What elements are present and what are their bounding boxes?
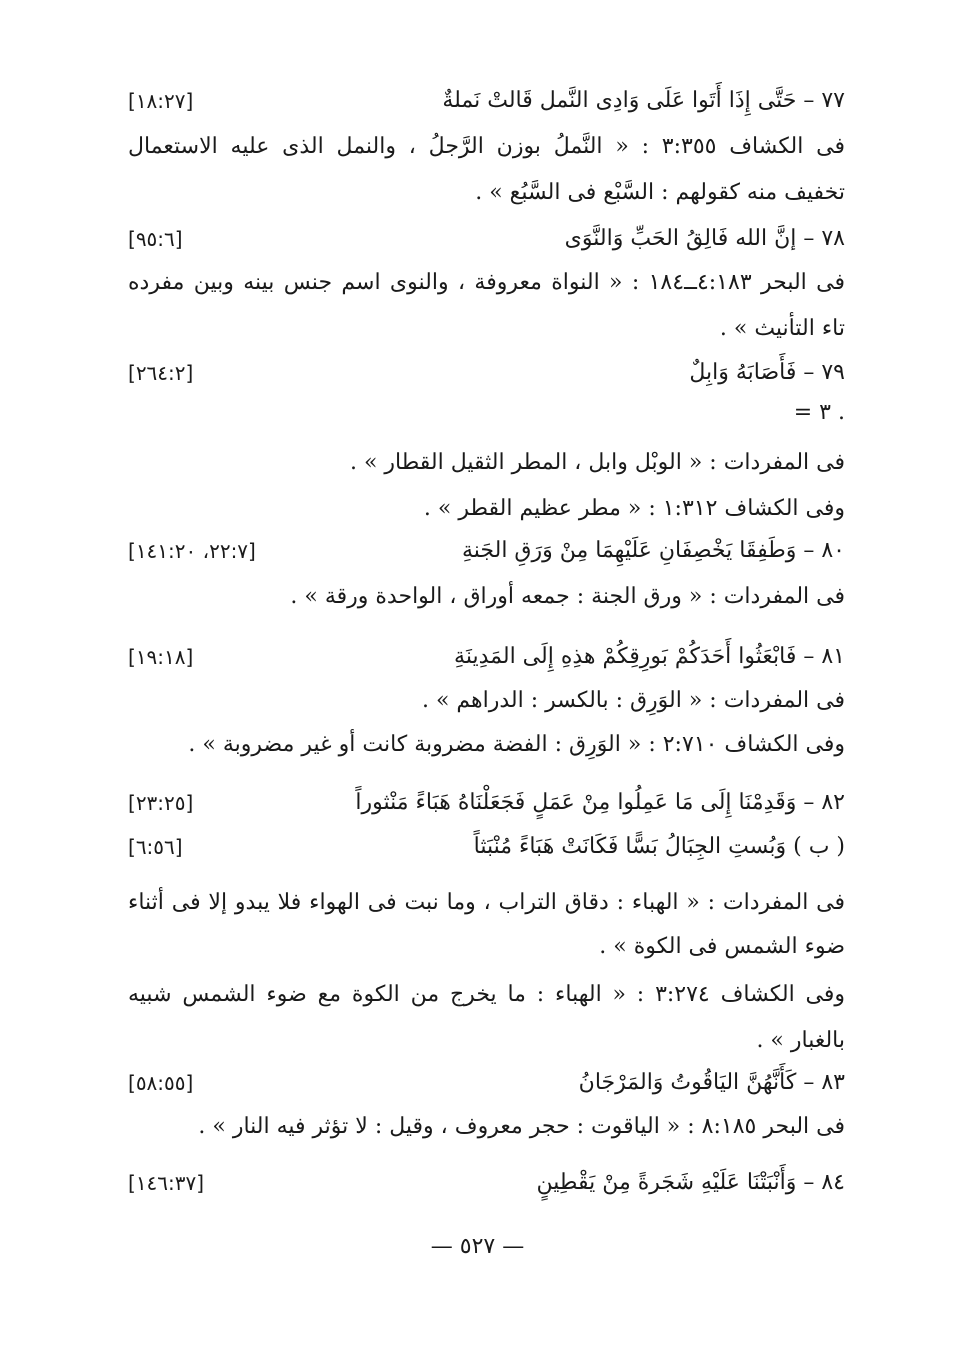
verse-reference: [٦:٥٦] — [128, 835, 183, 859]
note-line: وفى الكشاف ١:٣١٢ : « مطر عظيم القطر » . — [423, 496, 845, 521]
entry-number: ٨٣ — [821, 1070, 845, 1095]
note-line: تخفيف منه كقولهم : السَّبْع فى السَّبُع » . — [475, 180, 845, 205]
entry-83: ٨٣ – كَأَنَّهُنَّ اليَاقُوتُ وَالمَرْجَانُ [٥٨:٥٥] — [128, 1066, 845, 1100]
verse-text: فَأَصَابَهُ وَابِلٌ — [689, 360, 797, 385]
entry-number: ٨١ — [821, 644, 845, 669]
entry-81: ٨١ – فَابْعَثُوا أَحَدَكُمْ بَورِقِكُمْ هذِهِ إِلَى المَدِينَةِ [١٩:١٨] — [128, 640, 845, 674]
verse-text: كَأَنَّهُنَّ اليَاقُوتُ وَالمَرْجَانُ — [578, 1070, 797, 1095]
note-line: فى البحر ٨:١٨٥ : « الياقوت : حجر معروف ، وقيل : لا تؤثر فيه النار » . — [198, 1114, 845, 1139]
note-line: فى المفردات : « الهباء : دقاق التراب ، وما نبت فى الهواء فلا يبدو إلا فى أثناء — [128, 890, 845, 915]
verse-reference: [١٨:٢٧] — [128, 89, 194, 113]
entry-number: ٨٢ — [821, 790, 845, 815]
entry-number: ٧٩ — [821, 360, 845, 385]
entry-82b — [128, 830, 845, 864]
entry-78: ٧٨ – إنَّ الله فَالِقُ الحَبِّ وَالنَّوَى [٩٥:٦] — [128, 222, 845, 256]
entry-number: ٧٧ — [821, 88, 845, 113]
entry-79: ٧٩ – فَأَصَابَهُ وَابِلٌ [٢٦٤:٢] — [128, 356, 845, 390]
entry-82: ٨٢ – وَقَدِمْنَا إِلَى مَا عَمِلُوا مِنْ عَمَلٍ فَجَعَلْنَاهُ هَبَاءً مَنْثوراً [٢٣:٢٥] — [128, 786, 845, 820]
entry-80: ٨٠ – وَطَفِقَا يَخْصِفَانِ عَلَيْهِمَا مِنْ وَرَقِ الجَنةِ [٢٢:٧، ١٤١:٢٠] — [128, 534, 845, 568]
entry-number: ٨٠ — [821, 538, 845, 563]
entry-number: ٨٤ — [821, 1170, 845, 1195]
note-line: فى الكشاف ٣:٣٥٥ : « النَّملُ بوزن الرَّجلُ ، والنمل الذى عليه الاستعمال — [128, 134, 845, 159]
note-line: وفى الكشاف ٢:٧١٠ : « الوَرِق : الفضة مضروبة كانت أو غير مضروبة » . — [188, 732, 845, 757]
verse-reference: [٢٢:٧، ١٤١:٢٠] — [128, 539, 256, 563]
verse-reference: [٢٣:٢٥] — [128, 791, 194, 815]
page-number: — ٥٢٧ — — [430, 1234, 525, 1259]
verse-reference: [١٤٦:٣٧] — [128, 1171, 205, 1195]
note-line: فى المفردات : « الوبْل وابل ، المطر الثقيل القطار » . — [349, 450, 845, 475]
note-line: فى المفردات : « ورق الجنة : جمعه أوراق ، الواحدة ورقة » . — [290, 584, 845, 609]
verse-text: حَتَّى إِذَا أَتَوا عَلَى وَادِى النَّمل قَالتْ نَملةٌ — [442, 88, 797, 113]
verse-text: ( ب ) وَبُستِ الجِبَالُ بَسًّا فَكَانَتْ هَبَاءً مُنْبَثاً — [473, 834, 845, 859]
entry-84: ٨٤ – وَأَنْبَتْنَا عَلَيْهِ شَجَرةً مِنْ يَقْطِينٍ [١٤٦:٣٧] — [128, 1166, 845, 1200]
note-line: تاء التأنيث » . — [719, 316, 845, 341]
verse-text: إنَّ الله فَالِقُ الحَبِّ وَالنَّوَى — [564, 226, 797, 251]
note-line: ضوء الشمس فى الكوة » . — [599, 934, 845, 959]
note-line: فى البحر ٤:١٨٣ــ١٨٤ : « النواة معروفة ، والنوى اسم جنس بينه وبين مفرده — [128, 270, 845, 295]
verse-reference: [٩٥:٦] — [128, 227, 183, 251]
entry-number: ٧٨ — [821, 226, 845, 251]
note-line: بالغبار » . — [756, 1028, 845, 1053]
verse-text: وَأَنْبَتْنَا عَلَيْهِ شَجَرةً مِنْ يَقْطِينٍ — [536, 1170, 797, 1195]
note-line: . ٣ = — [793, 400, 845, 425]
verse-reference: [٢٦٤:٢] — [128, 361, 194, 385]
verse-text: وَطَفِقَا يَخْصِفَانِ عَلَيْهِمَا مِنْ وَرَقِ الجَنةِ — [461, 538, 797, 563]
entry-77: ٧٧ – حَتَّى إِذَا أَتَوا عَلَى وَادِى النَّمل قَالتْ نَملةٌ [١٨:٢٧] — [128, 84, 845, 118]
verse-text: فَابْعَثُوا أَحَدَكُمْ بَورِقِكُمْ هذِهِ إِلَى المَدِينَةِ — [454, 644, 797, 669]
note-line: وفى الكشاف ٣:٢٧٤ : « الهباء : ما يخرج من الكوة مع ضوء الشمس شبيه — [128, 982, 845, 1007]
verse-reference: [١٩:١٨] — [128, 645, 194, 669]
verse-text: وَقَدِمْنَا إِلَى مَا عَمِلُوا مِنْ عَمَلٍ فَجَعَلْنَاهُ هَبَاءً مَنْثوراً — [355, 790, 797, 815]
note-line: فى المفردات : « الوَرِق : بالكسر : الدراهم » . — [421, 688, 845, 713]
verse-reference: [٥٨:٥٥] — [128, 1071, 194, 1095]
